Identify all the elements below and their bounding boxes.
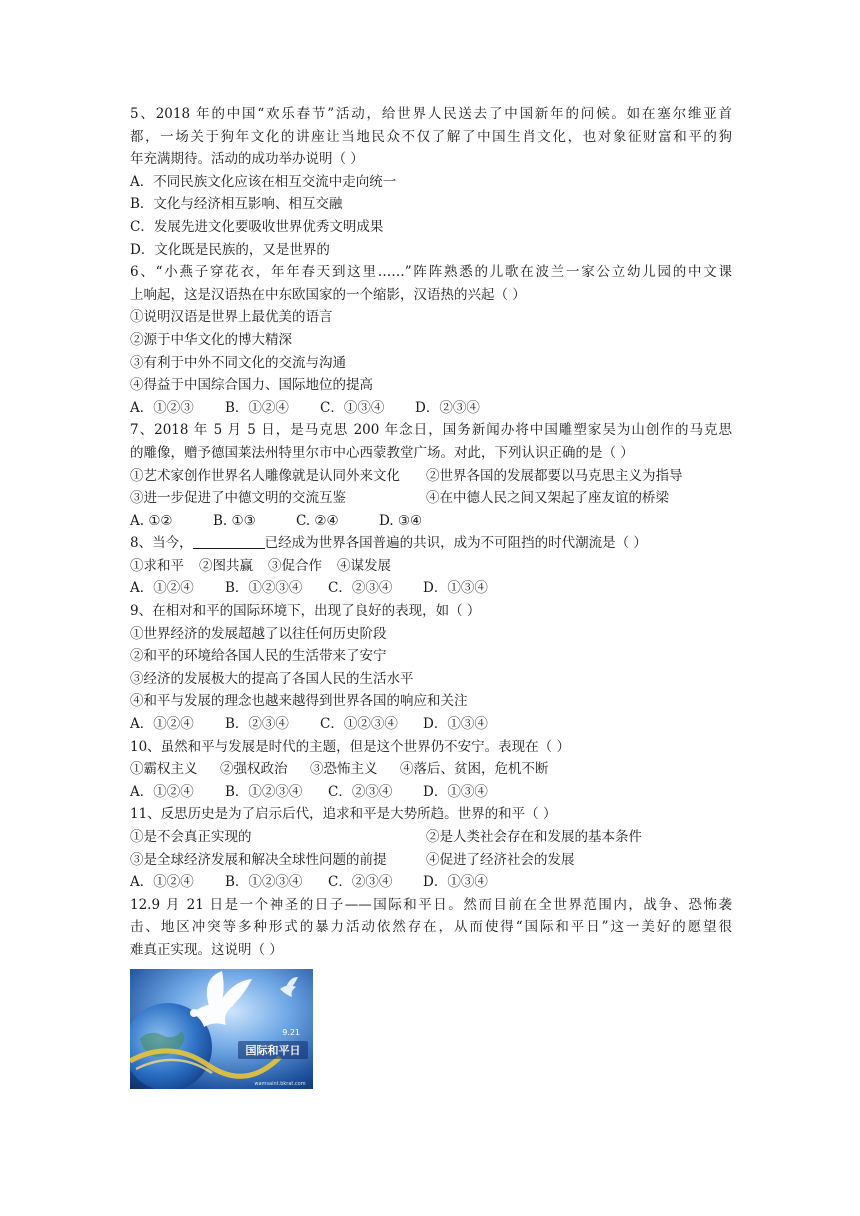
q11-items-row-2 [130, 849, 732, 872]
q6-item-1: ①说明汉语是世界上最优美的语言 [130, 309, 333, 326]
exam-page [130, 103, 732, 962]
q8-option-d: D．①③④ [423, 580, 488, 597]
q7-stem-line-1: 7、2018 年 5 月 5 日，是马克思 200 年念日，国务新闻办将中国雕塑家吴为山创作的马克思 [130, 422, 732, 439]
q9-item-1: ①世界经济的发展超越了以往任何历史阶段 [130, 625, 387, 642]
q11-option-c: C．②③④ [328, 874, 393, 891]
q9-item-3: ③经济的发展极大的提高了各国人民的生活水平 [130, 670, 414, 687]
q5-stem-line-1: 5、2018 年的中国“欢乐春节”活动，给世界人民送去了中国新年的问候。如在塞尔维亚首 [130, 106, 732, 122]
image-date-text: 9.21 [282, 1028, 300, 1037]
q8-stem [130, 532, 732, 555]
q12-stem-line-1: 12.9 月 21 日是一个神圣的日子——国际和平日。然而目前在全世界范围内，战争、恐怖袭 [130, 896, 732, 913]
q6-option-b: B．①②④ [225, 399, 289, 416]
q11-options [130, 871, 732, 894]
q11-option-a: A．①②④ [130, 874, 194, 891]
q7-item-3: ③进一步促进了中德文明的交流互鉴 [130, 490, 346, 507]
q10-item-3: ③恐怖主义 [310, 761, 378, 778]
q12-stem-line-2: 击、地区冲突等多种形式的暴力活动依然存在，从而使得“国际和平日”这一美好的愿望很 [130, 919, 732, 936]
q10-stem: 10、虽然和平与发展是时代的主题，但是这个世界仍不安宁。表现在（ ） [130, 738, 570, 755]
q5-stem-line-2: 都，一场关于狗年文化的讲座让当地民众不仅了解了中国生肖文化，也对象征财富和平的狗 [130, 128, 732, 145]
q7-option-b: B. ①③ [213, 512, 256, 529]
q11-item-3: ③是全球经济发展和解决全球性问题的前提 [130, 851, 387, 868]
q8-item-3: ③促合作 [268, 557, 322, 574]
q10-option-c: C．②③④ [328, 783, 393, 800]
q8-stem-before: 8、当今， [130, 535, 193, 552]
q6-stem-line-2: 上响起，这是汉语热在中东欧国家的一个缩影，汉语热的兴起（ ） [130, 286, 526, 303]
q8-options [130, 577, 732, 600]
q9-option-d: D．①③④ [423, 716, 488, 733]
q11-item-2: ②是人类社会存在和发展的基本条件 [426, 829, 642, 845]
q9-item-4: ④和平与发展的理念也越来越得到世界各国的响应和关注 [130, 693, 468, 710]
q8-stem-after: 已经成为世界各国普遍的共识，成为不可阻挡的时代潮流是（ ） [264, 535, 647, 552]
q6-option-c: C．①③④ [320, 399, 385, 416]
q11-option-d: D．①③④ [423, 874, 488, 891]
q10-option-b: B．①②③④ [225, 783, 303, 800]
q7-item-2: ②世界各国的发展都要以马克思主义为指导 [426, 467, 683, 484]
q7-options [130, 510, 732, 533]
q7-item-4: ④在中德人民之间又架起了座友谊的桥梁 [426, 490, 669, 507]
q6-option-d: D．②③④ [415, 399, 480, 416]
q7-stem-line-2: 的雕像，赠予德国莱法州特里尔市中心西蒙教堂广场。对此，下列认识正确的是（ ） [130, 444, 634, 461]
q5-stem-line-3: 年充满期待。活动的成功举办说明（ ） [130, 151, 364, 168]
q8-item-1: ①求和平 [130, 557, 184, 574]
q12-stem-line-3: 难真正实现。这说明（ ） [130, 941, 283, 958]
q8-option-c: C．②③④ [328, 580, 393, 597]
q8-item-2: ②图共赢 [199, 557, 253, 574]
q9-option-c: C．①②③④ [320, 716, 398, 733]
peace-day-image [130, 969, 313, 1089]
q7-items-row-1 [130, 465, 732, 488]
q8-items [130, 555, 732, 578]
q9-stem: 9、在相对和平的国际环境下，出现了良好的表现，如（ ） [130, 603, 481, 620]
q8-item-4: ④谋发展 [337, 557, 391, 574]
peace-day-illustration [130, 969, 313, 1089]
q7-option-d: D. ③④ [379, 512, 423, 529]
q11-items-row-1 [130, 826, 732, 849]
q10-item-1: ①霸权主义 [130, 761, 198, 778]
q9-option-a: A．①②④ [130, 716, 194, 733]
q6-stem-line-1: 6、“小燕子穿花衣，年年春天到这里……”阵阵熟悉的儿歌在波兰一家公立幼儿园的中文课 [130, 264, 732, 281]
q6-options [130, 397, 732, 420]
q7-option-a: A. ①② [130, 512, 173, 529]
q8-option-b: B．①②③④ [225, 580, 303, 597]
q7-item-1: ①艺术家创作世界名人雕像就是认同外来文化 [130, 467, 400, 484]
q9-option-b: B．②③④ [225, 716, 289, 733]
q11-item-1: ①是不会真正实现的 [130, 829, 252, 845]
q11-item-4: ④促进了经济社会的发展 [426, 851, 575, 868]
q11-stem: 11、反思历史是为了启示后代，追求和平是大势所趋。世界的和平（ ） [130, 806, 557, 823]
q5-option-b: B．文化与经济相互影响、相互交融 [130, 196, 343, 213]
q9-options [130, 713, 732, 736]
q9-item-2: ②和平的环境给各国人民的生活带来了安宁 [130, 648, 387, 665]
q11-option-b: B．①②③④ [225, 874, 303, 891]
image-caption: 国际和平日 [245, 1044, 301, 1057]
q10-item-2: ②强权政治 [220, 761, 288, 778]
q10-items [130, 758, 732, 781]
q10-item-4: ④落后、贫困，危机不断 [400, 761, 549, 778]
q8-option-a: A．①②④ [130, 580, 194, 597]
q5-option-a: A．不同民族文化应该在相互交流中走向统一 [130, 173, 397, 190]
q7-option-c: C. ②④ [296, 512, 339, 529]
q10-option-d: D．①③④ [423, 783, 488, 800]
q5-option-d: D．文化既是民族的，又是世界的 [130, 241, 330, 258]
q7-items-row-2 [130, 487, 732, 510]
image-watermark: wamsaint.bkrat.com [254, 1081, 306, 1087]
q6-option-a: A．①②③ [130, 399, 194, 416]
q6-item-2: ②源于中华文化的博大精深 [130, 331, 292, 348]
q8-answer-blank [193, 534, 265, 549]
q10-options [130, 781, 732, 804]
q5-option-c: C．发展先进文化要吸收世界优秀文明成果 [130, 218, 384, 235]
q6-item-4: ④得益于中国综合国力、国际地位的提高 [130, 377, 373, 394]
q10-option-a: A．①②④ [130, 783, 194, 800]
q6-item-3: ③有利于中外不同文化的交流与沟通 [130, 354, 346, 371]
